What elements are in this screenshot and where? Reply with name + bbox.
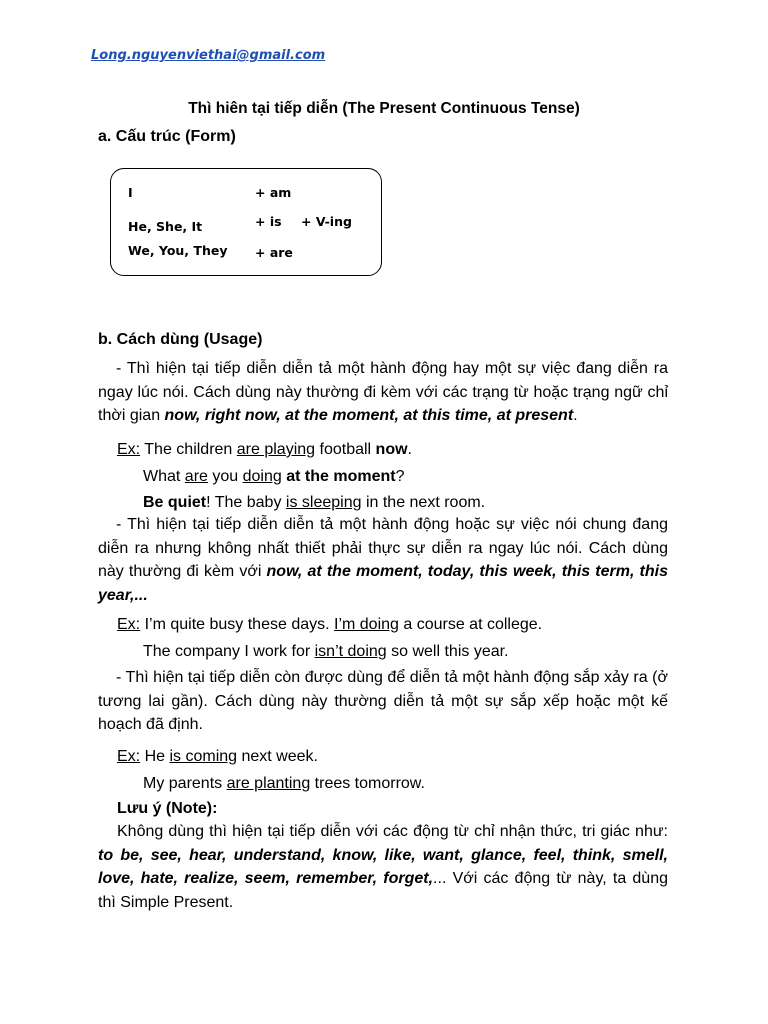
ex-verb: is coming [169,748,238,765]
example-label: Ex: [117,616,141,633]
example-1-line-2 [143,468,404,486]
ex-verb: doing [242,468,282,485]
ex-text: He [140,748,170,765]
author-email[interactable]: Long.nguyenviethai@gmail.com [91,48,326,63]
usage-heading: b. Cách dùng (Usage) [98,331,263,348]
ex-verb: are planting [226,775,311,792]
ex-verb: I’m doing [334,616,399,633]
example-3-line-2 [143,775,425,793]
ex-text: in the next room. [361,494,486,511]
ex-text: The company I work for [143,643,315,660]
usage-paragraph-1 [98,357,668,428]
ex-verb: is sleeping [285,494,362,511]
note-end: ... Với các động từ này, ta dùng thì Simple Present. [98,870,668,911]
subject-we-you-they: We, You, They [128,243,228,258]
ex-verb: are playing [236,441,316,458]
form-heading: a. Cấu trúc (Form) [98,128,236,145]
usage-paragraph-3 [98,666,668,737]
ex-text: The children [140,441,237,458]
p2-emphasis: now, at the moment, today, this week, this term, this year,... [98,563,668,604]
verb-am: + am [255,185,292,200]
example-1-line-1 [117,441,412,459]
ex-time-word: at the moment [286,468,396,485]
example-2-line-2 [143,643,509,661]
ex-text: ? [395,468,405,485]
p1-emphasis: now, right now, at the moment, at this time, at present [164,407,574,424]
p3-text: - Thì hiện tại tiếp diễn còn được dùng để diễn tả một hành động sắp xảy ra (ở tương lai gần). Cách dùng này thường diễn tả một sự sắp xếp hoặc một kế hoạch đã định. [98,669,668,733]
note-heading: Lưu ý (Note): [117,800,218,817]
subject-i: I [128,185,133,200]
ex-verb: isn’t doing [314,643,387,660]
p1-end: . [573,407,578,424]
example-label: Ex: [117,441,141,458]
usage-paragraph-2 [98,513,668,607]
verb-is: + is [255,214,282,229]
example-label: Ex: [117,748,141,765]
ex-text: a course at college. [398,616,543,633]
example-2-line-1 [117,616,542,634]
ex-text: trees tomorrow. [310,775,425,792]
ex-time-word: now [375,441,408,458]
example-3-line-1 [117,748,318,766]
ex-text: . [407,441,412,458]
note-emphasis: to be, see, hear, understand, know, like, want, glance, feel, think, smell, love, hate, realize, seem, remember, forget, [98,846,668,887]
ex-text: you [207,468,243,485]
verb-ing-ending: + V-ing [301,214,352,229]
form-structure-box [110,168,382,276]
ex-text: ! The baby [206,494,286,511]
ex-text: I’m quite busy these days. [140,616,334,633]
p1-text: - Thì hiện tại tiếp diễn diễn tả một hành động hay một sự việc đang diễn ra ngay lúc nói. Cách dùng này thường đi kèm với các trạng từ hoặc trạng ngữ chỉ thời gian [98,360,668,424]
note-text: Không dùng thì hiện tại tiếp diễn với các động từ chỉ nhận thức, tri giác như: [117,823,668,840]
ex-text: so well this year. [386,643,509,660]
page-title: Thì hiên tại tiếp diễn (The Present Continuous Tense) [188,100,580,117]
ex-verb: are [184,468,208,485]
subject-he-she-it: He, She, It [128,219,203,234]
ex-text: My parents [143,775,227,792]
ex-bold: Be quiet [143,494,207,511]
example-1-line-3 [143,494,485,512]
ex-text: next week. [237,748,318,765]
verb-are: + are [255,245,293,260]
p2-text: - Thì hiện tại tiếp diễn diễn tả một hành động hoặc sự việc nói chung đang diễn ra nhưng không nhất thiết phải thực sự diễn ra ngay lúc nói. Cách dùng này thường đi kèm với [98,516,668,580]
ex-text: football [315,441,376,458]
note-paragraph [98,820,668,914]
ex-text: What [143,468,185,485]
